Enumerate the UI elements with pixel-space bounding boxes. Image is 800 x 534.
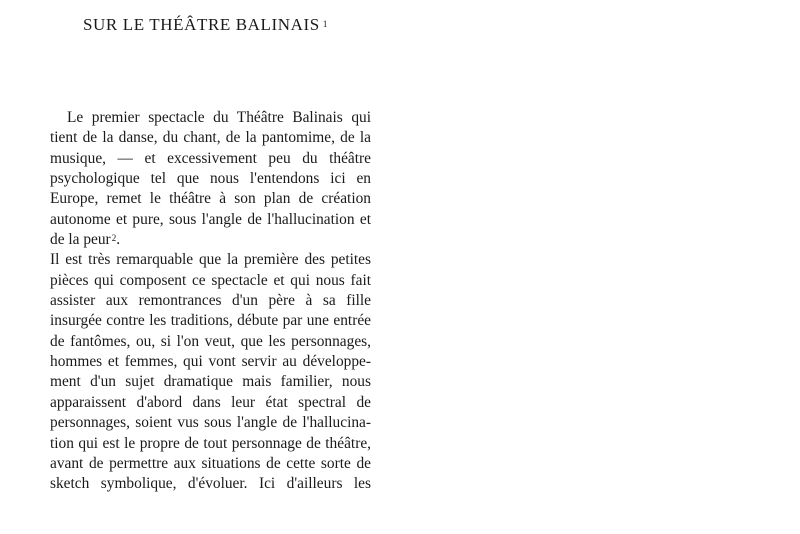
text-line: [50, 230, 371, 250]
text-line: apparaissent d'abord dans leur état spectral de: [50, 393, 371, 411]
text-line: ment d'un sujet dramatique mais familier, nous: [50, 373, 371, 391]
text-line: pièces qui composent ce spectacle et qui nous fait: [50, 271, 371, 289]
body-text: [50, 108, 371, 495]
text-line: tient de la danse, du chant, de la pantomime, de la: [50, 129, 371, 147]
sentence-end: .: [116, 231, 121, 249]
chapter-title-text: SUR LE THÉÂTRE BALINAIS: [83, 15, 320, 34]
text-line: de fantômes, ou, si l'on veut, que les personnages,: [50, 332, 371, 350]
text-line: assister aux remontrances d'un père à sa fille: [50, 292, 371, 310]
footnote-marker: 1: [322, 19, 328, 29]
chapter-title: [83, 14, 327, 36]
footnote-marker: 2: [111, 233, 117, 244]
text-line: tion qui est le propre de tout personnage de théâtre,: [50, 434, 371, 452]
text-line: personnages, soient vus sous l'angle de l'hallucina-: [50, 414, 371, 432]
text-line: insurgée contre les traditions, débute par une entrée: [50, 312, 371, 330]
text-line: sketch symbolique, d'évoluer. Ici d'ailleurs les: [50, 475, 371, 493]
text-line: musique, — et excessivement peu du théâtre: [50, 149, 371, 167]
text-line: Il est très remarquable que la première des petites: [50, 251, 371, 269]
text-line: Europe, remet le théâtre à son plan de création: [50, 190, 371, 208]
text-line: hommes et femmes, qui vont servir au développe-: [50, 353, 371, 371]
text-line: psychologique tel que nous l'entendons ici en: [50, 170, 371, 188]
paragraph: [50, 250, 371, 494]
text-line: autonome et pure, sous l'angle de l'hallucination et: [50, 210, 371, 228]
paragraph: [50, 108, 371, 250]
text-line: Le premier spectacle du Théâtre Balinais qui: [67, 109, 371, 126]
text-line-content: de la peur: [50, 231, 111, 249]
text-line: avant de permettre aux situations de cette sorte de: [50, 454, 371, 472]
